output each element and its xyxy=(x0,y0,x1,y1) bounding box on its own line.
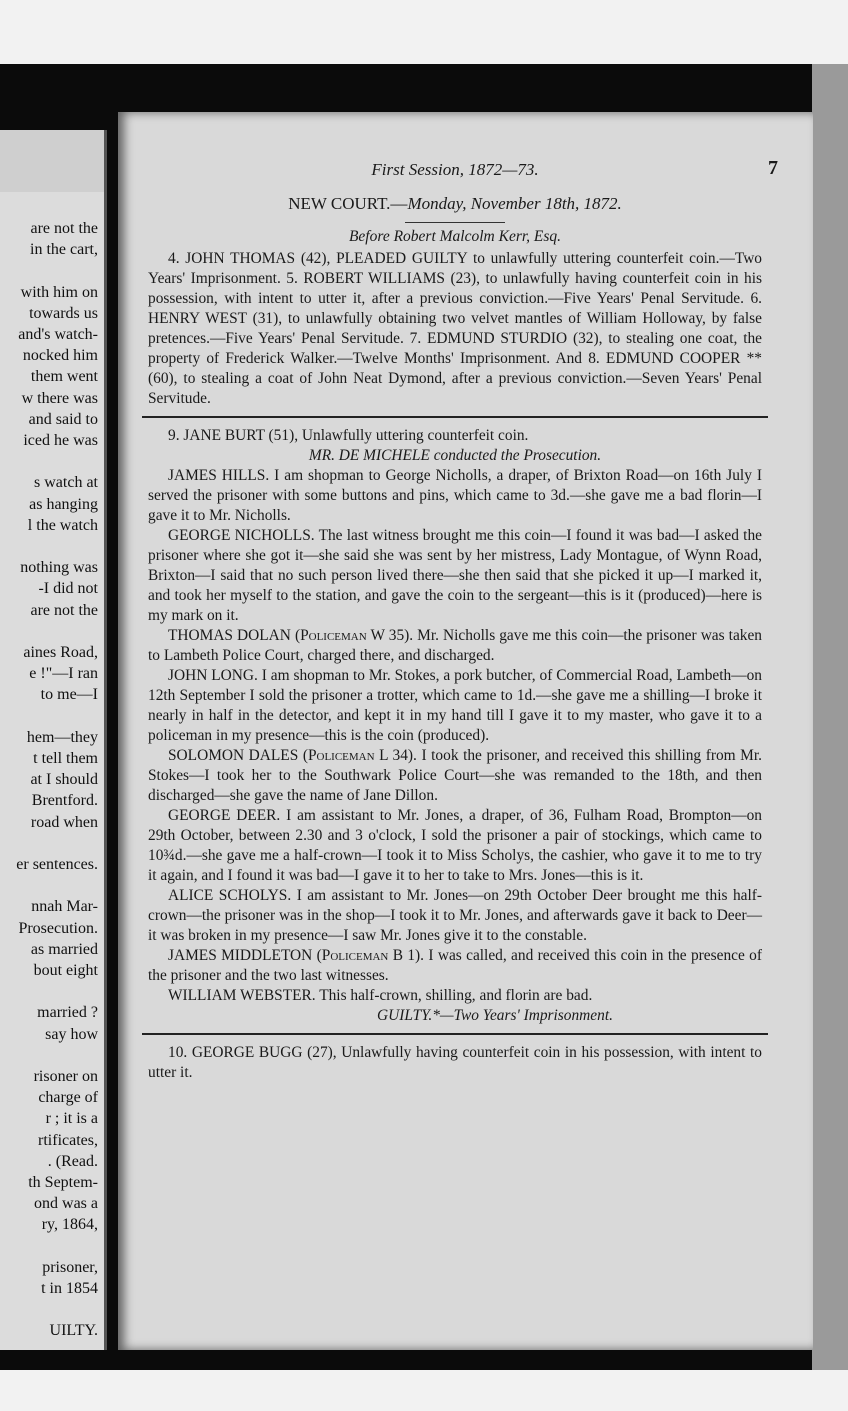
testimony-list xyxy=(148,466,762,1006)
facing-page-line: in the cart, xyxy=(30,241,98,259)
witness-name: JAMES MIDDLETON (Policeman B 1). xyxy=(168,947,425,964)
testimony-paragraph xyxy=(148,946,762,986)
facing-page-line: ry, 1864, xyxy=(41,1216,98,1234)
facing-page-line: as hanging xyxy=(29,495,98,513)
court-date: Monday, November 18th, 1872. xyxy=(407,194,622,213)
witness-name: GEORGE DEER. xyxy=(168,807,281,824)
witness-statement: I am shopman to George Nicholls, a draper, of Brixton Road—on 16th July I served the prisoner with some buttons and pins, which came to 3d.—she gave me a bad florin—I gave it to Mr. Nicholls. xyxy=(148,467,763,524)
facing-page-line: nothing was xyxy=(20,559,98,577)
witness-statement: This half-crown, shilling, and florin are bad. xyxy=(315,987,593,1004)
running-header xyxy=(148,157,778,180)
witness-name: JOHN LONG. xyxy=(168,667,258,684)
facing-page-line: Prosecution. xyxy=(18,919,98,937)
witness-statement: I am assistant to Mr. Jones, a draper, of 36, Fulham Road, Brompton—on 29th October, between 2.30 and 3 o'clock, I sold the prisoner a pair of stockings, which came to 10¾d.—she gave me a half-crown—I took it to Miss Scholys, the cashier, who gave it to me to try it again, and I found it was bad—I gave it to her to take to Mrs. Jones—this is it. xyxy=(148,807,762,884)
testimony-paragraph xyxy=(148,746,762,806)
facing-page-line: risoner on xyxy=(33,1068,98,1085)
facing-page-line: to me—I xyxy=(40,686,98,704)
facing-page-top xyxy=(0,130,104,192)
witness-name: WILLIAM WEBSTER. xyxy=(168,987,316,1004)
facing-page xyxy=(0,130,107,1350)
facing-page-line: r ; it is a xyxy=(45,1110,98,1128)
court-name: NEW COURT.— xyxy=(288,194,408,213)
facing-page-line: ond was a xyxy=(34,1195,98,1213)
witness-statement: I took the prisoner, and received this shilling from Mr. Stokes—I took her to the Southwark Police Court—she was remanded to the 18th, and then discharged—she gave the name of Jane Dillon. xyxy=(148,747,762,804)
session-title: First Session, 1872—73. xyxy=(371,160,539,179)
court-heading xyxy=(148,194,762,214)
facing-page-line: them went xyxy=(30,368,98,386)
facing-page-line: nnah Mar- xyxy=(31,898,98,916)
facing-page-line: UILTY. xyxy=(49,1322,98,1340)
facing-page-line: married ? xyxy=(37,1004,98,1022)
facing-page-line: at I should xyxy=(30,771,98,789)
facing-page-line: towards us xyxy=(29,304,98,322)
witness-name: JAMES HILLS. xyxy=(168,467,270,484)
facing-page-line: th Septem- xyxy=(28,1174,98,1191)
witness-statement: I am shopman to Mr. Stokes, a pork butcher, of Commercial Road, Lambeth—on 12th September I sold the prisoner a trotter, which came to 1d.—she gave me a shilling—I broke it nearly in half in the detector, and kept it in my hand till I gave it to my master, who gave it to a policeman in my presence—this is the coin (produced). xyxy=(148,667,762,744)
facing-page-line: aines Road, xyxy=(23,644,98,661)
witness-statement: I was called, and received this coin in the presence of the prisoner and the two last witnesses. xyxy=(148,947,762,984)
facing-page-line: nocked him xyxy=(22,347,98,365)
facing-page-line: Brentford. xyxy=(31,792,98,810)
witness-name: GEORGE NICHOLLS. xyxy=(168,527,315,544)
testimony-paragraph xyxy=(148,526,762,626)
witness-name: ALICE SCHOLYS. xyxy=(168,887,292,904)
scan-edge xyxy=(812,64,848,1370)
witness-statement: I am assistant to Mr. Jones—on 29th October Deer brought me this half-crown—the prisoner was in the shop—I took it to Mr. Jones, and afterwards gave it back to Deer—it was broken in my presence—I saw Mr. Jones give it to the constable. xyxy=(148,887,762,944)
facing-page-line: as married xyxy=(30,940,98,958)
facing-page-line: iced he was xyxy=(23,432,98,449)
facing-page-line: and's watch- xyxy=(18,326,98,343)
case-divider xyxy=(142,1033,768,1035)
facing-page-line: bout eight xyxy=(33,962,98,979)
facing-page-line: with him on xyxy=(20,283,98,301)
testimony-paragraph xyxy=(148,886,762,946)
facing-page-line: t in 1854 xyxy=(41,1280,98,1297)
witness-statement: Mr. Nicholls gave me this coin—the prisoner was taken to Lambeth Police Court, charged there, and discharged. xyxy=(148,627,763,664)
testimony-paragraph xyxy=(148,666,762,746)
facing-page-line: prisoner, xyxy=(42,1258,98,1276)
facing-page-line: e !"—I ran xyxy=(29,665,98,683)
facing-page-line: road when xyxy=(30,813,98,831)
facing-page-line: . (Read. xyxy=(47,1152,98,1170)
book-page xyxy=(118,112,813,1350)
heading-rule xyxy=(405,222,505,223)
testimony-paragraph xyxy=(148,466,762,526)
case-divider xyxy=(142,416,768,418)
case-10-paragraph: 10. GEORGE BUGG (27), Unlawfully having counterfeit coin in his possession, with intent to utter it. xyxy=(148,1044,762,1081)
facing-page-line: t tell them xyxy=(33,750,98,767)
testimony-paragraph xyxy=(148,806,762,886)
facing-page-line: w there was xyxy=(21,389,98,407)
judge-line: Before Robert Malcolm Kerr, Esq. xyxy=(348,228,562,245)
facing-page-line: hem—they xyxy=(26,728,98,746)
witness-name: SOLOMON DALES (Policeman L 34). xyxy=(168,747,417,764)
facing-page-line: say how xyxy=(45,1025,98,1043)
witness-statement: The last witness brought me this coin—I found it was bad—I asked the prisoner where she got it—she said she was sent by her mistress, Lady Montague, of Wynn Road, Brixton—I said that no such person lived there—she then said that she picked it up—I marked it, and took her myself to the station, and gave the coin to the sergeant—this is it (produced)—here is my mark on it. xyxy=(148,527,762,624)
facing-page-line: charge of xyxy=(38,1089,98,1107)
facing-page-line: -I did not xyxy=(38,580,98,598)
case-9-verdict: GUILTY.*—Two Years' Imprisonment. xyxy=(377,1007,613,1024)
testimony-paragraph xyxy=(148,986,762,1006)
facing-page-line: s watch at xyxy=(34,474,98,492)
facing-page-line: l the watch xyxy=(27,516,98,534)
pleas-paragraph: 4. JOHN THOMAS (42), PLEADED GUILTY to unlawfully uttering counterfeit coin.—Two Years' Imprisonment. 5. ROBERT WILLIAMS (23), to unlawfully having counterfeit coin in his possession, with intent to utter it, after a previous conviction.—Five Years' Penal Servitude. 6. HENRY WEST (31), to unlawfully obtaining two velvet mantles of William Holloway, by false pretences.—Five Years' Penal Servitude. 7. EDMUND STURDIO (32), to stealing one coat, the property of Frederick Walker.—Twelve Months' Imprisonment. And 8. EDMUND COOPER ** (60), to stealing a coat of John Neat Dymond, after a previous conviction.—Seven Years' Penal Servitude. xyxy=(148,250,762,407)
case-9-title: 9. JANE BURT (51), Unlawfully uttering counterfeit coin. xyxy=(168,427,529,444)
facing-page-line: are not the xyxy=(30,601,98,619)
case-9-conducted: MR. DE MICHELE conducted the Prosecution. xyxy=(308,447,602,464)
page-content xyxy=(148,157,778,1083)
facing-page-line: er sentences. xyxy=(16,856,98,873)
witness-name: THOMAS DOLAN (Policeman W 35). xyxy=(168,627,414,644)
facing-page-line: are not the xyxy=(30,220,98,237)
facing-page-line: rtificates, xyxy=(38,1131,98,1149)
facing-page-line: and said to xyxy=(28,410,98,428)
testimony-paragraph xyxy=(148,626,762,666)
page-number: 7 xyxy=(768,157,778,179)
